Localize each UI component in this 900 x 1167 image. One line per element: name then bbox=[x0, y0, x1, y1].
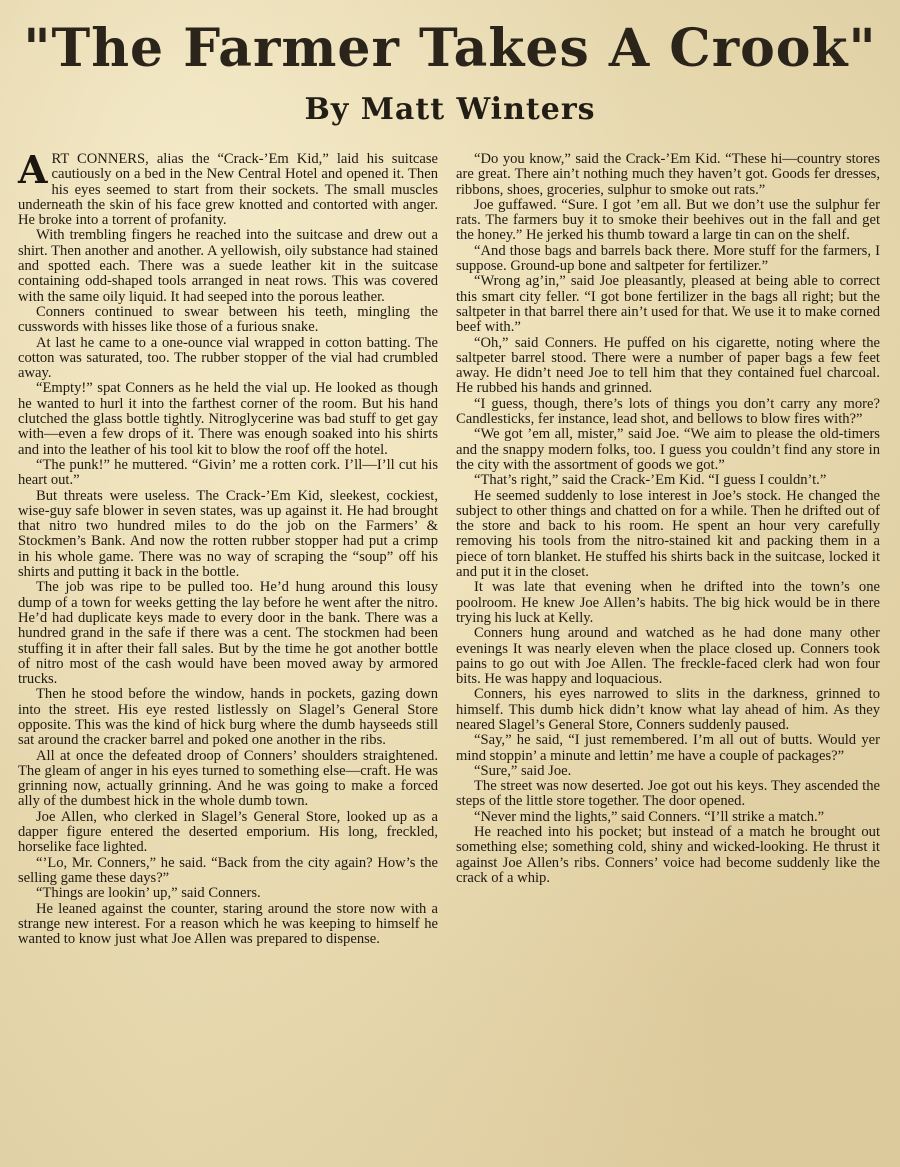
paragraph: Joe guffawed. “Sure. I got ’em all. But we don’t use the sulphur fer rats. The farmers buy it to smoke their beehives out in the fall and get the honey.” He jerked his thumb toward a large tin can on the shelf. bbox=[456, 196, 880, 244]
paragraph: “Wrong ag’in,” said Joe pleasantly, pleased at being able to correct this smart city feller. “I got bone fertilizer in the bags all right; but the saltpeter in that barrel there ain’t used for that. We use it to make corned beef with.” bbox=[456, 273, 880, 336]
drop-cap: A bbox=[18, 147, 48, 192]
paragraph: It was late that evening when he drifted into the town’s one poolroom. He knew Joe Allen’s habits. The big hick would be in there trying his luck at Kelly. bbox=[456, 579, 880, 626]
paragraph: “I guess, though, there’s lots of things you don’t carry any more? Candlesticks, fer instance, lead shot, and bellows to blow fires with?” bbox=[456, 395, 880, 428]
paragraph: “’Lo, Mr. Conners,” he said. “Back from the city again? How’s the selling game these days?” bbox=[18, 854, 438, 886]
paragraph: But threats were useless. The Crack-’Em Kid, sleekest, cockiest, wise-guy safe blower in seven states, was up against it. He had brought that nitro two hundred miles to do the job on the Farmers’ & Stockmen’s Bank. And now the rotten rubber stopper had put a crimp in his whole game. There was no way of scraping the “soup” off his shirts and putting it back in the bottle. bbox=[18, 487, 438, 581]
paragraph: The street was now deserted. Joe got out his keys. They ascended the steps of the little store together. The door opened. bbox=[456, 778, 880, 810]
paragraph: Conners continued to swear between his teeth, mingling the cusswords with hisses like those of a furious snake. bbox=[18, 303, 438, 336]
paragraph: “Do you know,” said the Crack-’Em Kid. “These hi—country stores are great. There ain’t nothing much they haven’t got. Goods fer dresses, ribbons, shoes, groceries, sulphur to smoke out rats.” bbox=[456, 151, 880, 198]
story-byline: By Matt Winters bbox=[304, 92, 596, 127]
paragraph: The job was ripe to be pulled too. He’d hung around this lousy dump of a town for weeks getting the lay before he went after the nitro. He’d had duplicate keys made to every door in the bank. There was a hundred grand in the safe if there was a cent. The stockmen had been stuffing it in after their fall sales. But by the time he got another bottle of nitro most of the cash would have been moved away by armored trucks. bbox=[18, 579, 438, 688]
left-column bbox=[18, 147, 438, 948]
paragraph: “We got ’em all, mister,” said Joe. “We aim to please the old-timers and the snappy modern folks, too. I guess you couldn’t find any store in the city with the assortment of goods we got.” bbox=[456, 426, 880, 473]
paragraph: “Sure,” said Joe. bbox=[474, 762, 572, 779]
opening-text: RT CONNERS, alias the “Crack-’Em Kid,” laid his suitcase cautiously on a bed in the New Central Hotel and opened it. Then his eyes seemed to start from their sockets. The small muscles underneath the skin of his face grew knotted and contorted with anger. He broke into a torrent of profanity. bbox=[18, 151, 438, 229]
right-column bbox=[456, 152, 880, 886]
paragraph: He reached into his pocket; but instead of a match he brought out something else; something cold, shiny and wicked-looking. He thrust it against Joe Allen’s ribs. Conners’ voice had become suddenly like the crack of a whip. bbox=[456, 824, 880, 886]
paragraph: “And those bags and barrels back there. More stuff for the farmers, I suppose. Ground-up bone and saltpeter for fertilizer.” bbox=[456, 242, 880, 275]
paragraph: “The punk!” he muttered. “Givin’ me a rotten cork. I’ll—I’ll cut his heart out.” bbox=[18, 456, 438, 489]
paragraph: “Things are lookin’ up,” said Conners. bbox=[36, 885, 261, 902]
opening-paragraph bbox=[18, 147, 438, 229]
paragraph: At last he came to a one-ounce vial wrapped in cotton batting. The cotton was saturated, too. The rubber stopper of the vial had crumbled away. bbox=[18, 334, 438, 382]
paragraph: “Oh,” said Conners. He puffed on his cigarette, noting where the saltpeter barrel stood. There were a number of paper bags a few feet away. He didn’t need Joe to tell him that they contained fuel charcoal. He rubbed his hands and grinned. bbox=[456, 334, 880, 397]
paragraph: Conners hung around and watched as he had done many other evenings It was nearly eleven when the place closed up. Conners took pains to go out with Joe Allen. The freckle-faced clerk had won four bits. He was happy and loquacious. bbox=[456, 625, 880, 688]
paragraph: “Say,” he said, “I just remembered. I’m all out of butts. Would yer mind stoppin’ a minute and lettin’ me have a couple of packages?” bbox=[456, 732, 880, 764]
paragraph: “That’s right,” said the Crack-’Em Kid. “I guess I couldn’t.” bbox=[474, 472, 827, 489]
story-title: "The Farmer Takes A Crook" bbox=[23, 18, 877, 79]
paragraph: Then he stood before the window, hands in pockets, gazing down into the street. His eye rested listlessly on Slagel’s General Store opposite. This was the kind of hick burg where the dumb hayseeds still sat around the cracker barrel and poked one another in the ribs. bbox=[18, 686, 438, 749]
paragraph: He leaned against the counter, staring around the store now with a strange new interest. For a reason which he was keeping to himself he wanted to know just what Joe Allen was prepared to dispense. bbox=[18, 900, 438, 948]
paragraph: Joe Allen, who clerked in Slagel’s General Store, looked up as a dapper figure entered the deserted emporium. His long, freckled, horselike face lighted. bbox=[18, 808, 438, 856]
paragraph: With trembling fingers he reached into the suitcase and drew out a shirt. Then another and another. A yellowish, oily substance had stained and spotted each. There was a suede leather kit in the suitcase containing odd-shaped tools arranged in neat rows. This was covered with the same oily liquid. It had seeped into the porous leather. bbox=[18, 227, 438, 305]
paragraph: He seemed suddenly to lose interest in Joe’s stock. He changed the subject to other things and chatted on for a while. Then he drifted out of the store and back to his room. He spent an hour very carefully removing his tools from the nitro-stained kit and packing them in a piece of torn blanket. He stuffed his shirts back in the suitcase, locked it and put it in the closet. bbox=[456, 487, 880, 581]
paragraph: All at once the defeated droop of Conners’ shoulders straightened. The gleam of anger in his eyes turned to something else—craft. He was grinning now, actually grinning. And he was going to make a forced ally of the dumbest hick in the whole dumb town. bbox=[18, 747, 438, 810]
paragraph: Conners, his eyes narrowed to slits in the darkness, grinned to himself. This dumb hick didn’t know what lay ahead of him. As they neared Slagel’s General Store, Conners suddenly paused. bbox=[456, 686, 880, 733]
paragraph: “Empty!” spat Conners as he held the vial up. He looked as though he wanted to hurl it into the farthest corner of the room. But his hand clutched the glass bottle tightly. Nitroglycerine was bad stuff to get gay with—even a few drops of it. There was enough soaked into his shirts and into the leather of his tool kit to blow the roof off the hotel. bbox=[18, 380, 438, 458]
paragraph: “Never mind the lights,” said Conners. “I’ll strike a match.” bbox=[474, 808, 825, 825]
